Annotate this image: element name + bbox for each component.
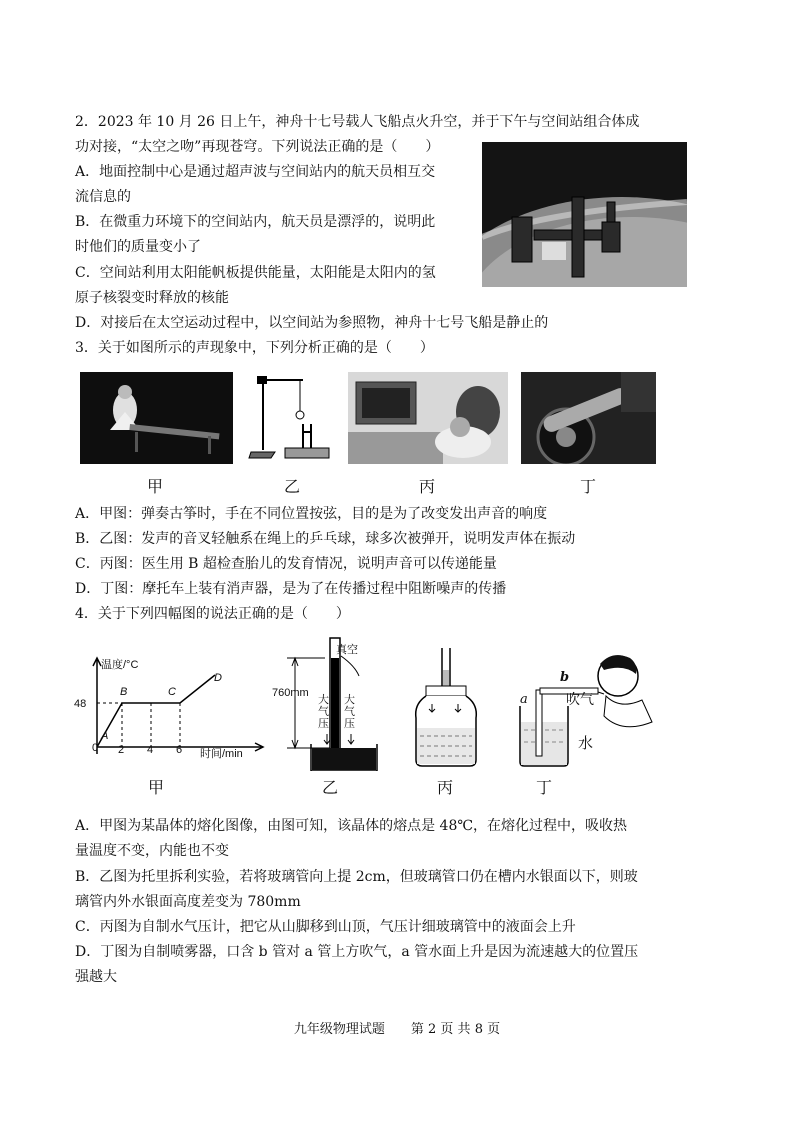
q3-option-b: B．乙图：发声的音叉轻触系在绳上的乒乓球，球多次被弹开，说明发声体在振动 [75,531,576,547]
q4-option-b-cont: 璃管内外水银面高度差变为 780mm [75,894,301,910]
torricelli-vacuum-label: 真空 [336,644,358,656]
q3-caption-bing: 丙 [418,477,435,496]
sprayer-label-a: a [520,692,528,707]
q4-option-a-cont: 量温度不变，内能也不变 [75,843,229,859]
graph-point-b: B [120,686,128,698]
graph-point-d: D [214,672,222,684]
q2-option-a-cont: 流信息的 [75,189,131,205]
torricelli-height-label: 760mm [272,687,309,699]
sprayer-label-water: 水 [578,734,594,752]
sprayer-label-b: b [560,670,570,685]
graph-tick-0: 0 [92,742,99,754]
q4-caption-bing: 丙 [436,778,453,797]
graph-ylabel: 温度/°C [101,659,139,671]
q4-option-b: B．乙图为托里拆利实验，若将玻璃管向上提 2cm，但玻璃管口仍在槽内水银面以下，则玻 [75,869,638,885]
q4-stem: 4．关于下列四幅图的说法正确的是（ ） [75,606,350,622]
torricelli-atm-label-right: 大气压 [344,694,355,730]
q4-option-c: C．丙图为自制水气压计，把它从山脚移到山顶，气压计细玻璃管中的液面会上升 [75,919,576,935]
q2-option-c: C．空间站利用太阳能帆板提供能量，太阳能是太阳内的氢 [75,265,436,281]
graph-xlabel: 时间/min [200,748,243,760]
q4-caption-jia: 甲 [147,778,164,797]
q3-stem: 3．关于如图所示的声现象中，下列分析正确的是（ ） [75,340,434,356]
q2-option-d: D．对接后在太空运动过程中，以空间站为参照物，神舟十七号飞船是静止的 [75,315,549,331]
q4-option-a: A．甲图为某晶体的熔化图像，由图可知，该晶体的熔点是 48℃，在熔化过程中，吸收热 [75,818,628,834]
q3-caption-yi: 乙 [283,477,300,496]
sprayer-label-blow: 吹气 [566,692,594,708]
graph-tick-6: 6 [176,744,183,756]
q4-option-d-cont: 强越大 [75,969,117,985]
guzheng-photo [80,372,233,464]
q3-option-d: D．丁图：摩托车上装有消声器，是为了在传播过程中阻断噪声的传播 [75,581,507,597]
q2-stem-line2: 功对接，“太空之吻”再现苍穹。下列说法正确的是（ ） [75,139,440,155]
q3-caption-jia: 甲 [146,477,163,496]
q3-option-c: C．丙图：医生用 B 超检查胎儿的发育情况，说明声音可以传递能量 [75,556,497,572]
q3-option-a: A．甲图：弹奏古筝时，手在不同位置按弦，目的是为了改变发出声音的响度 [75,506,548,522]
q4-option-d: D．丁图为自制喷雾器，口含 b 管对 a 管上方吹气，a 管水面上升是因为流速越大的位置压 [75,944,639,960]
q3-caption-ding: 丁 [579,477,596,496]
q2-stem-line1: 2．2023 年 10 月 26 日上午，神舟十七号载人飞船点火升空，并于下午与空间站组合体成 [75,114,640,130]
ultrasound-photo [348,372,508,464]
q4-caption-ding: 丁 [535,778,552,797]
q2-option-b: B．在微重力环境下的空间站内，航天员是漂浮的，说明此 [75,214,436,230]
q2-option-a: A．地面控制中心是通过超声波与空间站内的航天员相互交 [75,164,436,180]
torricelli-diagram [275,636,390,771]
graph-point-c: C [168,686,176,698]
graph-tick-4: 4 [147,744,154,756]
q2-option-c-cont: 原子核裂变时释放的核能 [75,290,229,306]
q2-option-b-cont: 时他们的质量变小了 [75,239,201,255]
water-barometer-diagram [412,648,480,768]
space-station-photo [482,142,687,287]
motorcycle-muffler-photo [521,372,656,464]
graph-tick-2: 2 [118,744,125,756]
torricelli-atm-label-left: 大气压 [318,694,329,730]
tuning-fork-diagram [245,372,337,464]
page-footer: 九年级物理试题 第 2 页 共 8 页 [293,1022,501,1037]
graph-point-a: A [101,730,109,742]
graph-tick-48: 48 [74,698,87,710]
q4-caption-yi: 乙 [321,778,338,797]
